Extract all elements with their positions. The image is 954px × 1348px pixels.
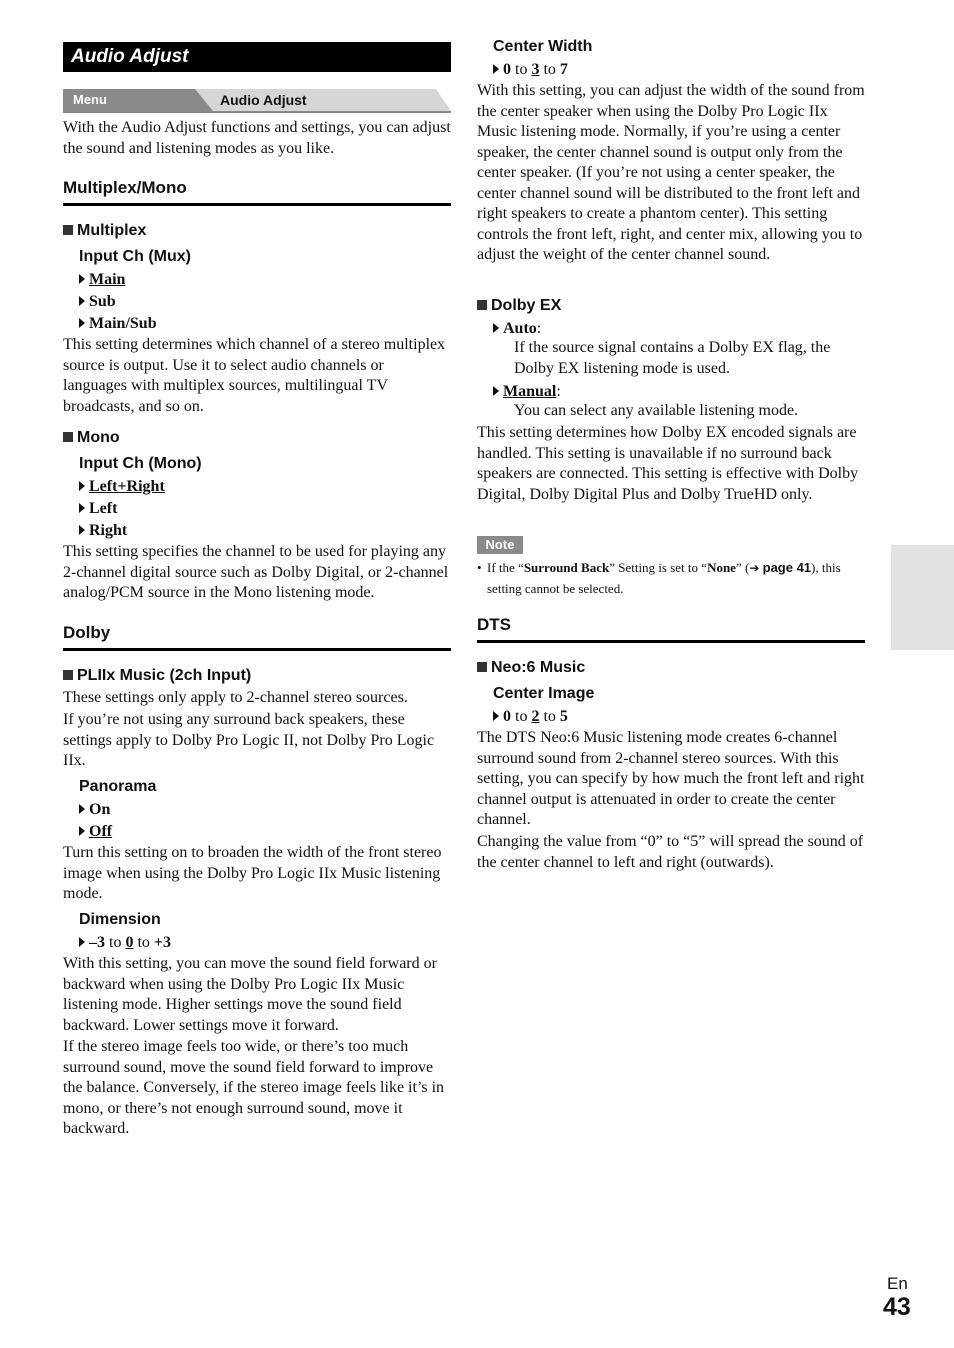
triangle-bullet-icon — [493, 711, 499, 721]
subheading-mono: Mono — [63, 428, 120, 448]
manual-description: You can select any available listening mode. — [514, 402, 799, 419]
triangle-bullet-icon — [79, 296, 85, 306]
neo6-description-2: Changing the value from “0” to “5” will spread the sound of the center channel to left and right (outwards). — [477, 833, 864, 871]
neo6-description-1: The DTS Neo:6 Music listening mode creates 6-channel surround sound from 2-channel stereo sources. With this setting, you can specify by how much the front left and right channel output is attenuated in order to create the center channel. — [477, 729, 865, 828]
triangle-bullet-icon — [79, 525, 85, 535]
page-title: Audio Adjust — [63, 42, 451, 72]
option-left: Left — [79, 499, 117, 519]
center-width-description: With this setting, you can adjust the width of the sound from the center speaker when using the Dolby Pro Logic IIx Music listening mode. Normally, if you’re using a center speaker, the center channel sound is output only from the center speaker. (If you’re not using a center speaker, the center channel sound will be distributed to the front left and right speakers to create a phantom center). This setting controls the front left, right, and center mix, allowing you to adjust the weight of the center channel sound. — [477, 82, 865, 263]
option-on: On — [79, 800, 110, 820]
section-heading-multiplex-mono: Multiplex/Mono — [63, 177, 451, 206]
dimension-range: –3 to 0 to +3 — [79, 933, 171, 953]
menu-label: Menu — [73, 92, 107, 107]
option-main-sub: Main/Sub — [79, 314, 157, 334]
multiplex-description: This setting determines which channel of a stereo multiplex source is output. Use it to select audio channels or languages with multiplex sources, multilingual TV broadcasts, and so on. — [63, 336, 446, 415]
mono-description: This setting specifies the channel to be used for playing any 2-channel digital source such as Dolby Digital, or 2-channel analog/PCM source in the Mono listening mode. — [63, 543, 449, 601]
auto-description: If the source signal contains a Dolby EX flag, the Dolby EX listening mode is used. — [514, 339, 831, 377]
setting-panorama: Panorama — [79, 778, 157, 795]
note-text: • If the “Surround Back” Setting is set to “None” (➔ page 41), this setting cannot be selected. — [477, 560, 841, 596]
subheading-pliix-music: PLIIx Music (2ch Input) — [63, 666, 251, 686]
square-bullet-icon — [63, 432, 73, 442]
option-auto: Auto: — [493, 319, 541, 339]
pliix-description-1: These settings only apply to 2-channel stereo sources. — [63, 689, 408, 706]
triangle-bullet-icon — [79, 481, 85, 491]
triangle-bullet-icon — [493, 323, 499, 333]
triangle-bullet-icon — [79, 503, 85, 513]
square-bullet-icon — [477, 300, 487, 310]
setting-center-image: Center Image — [493, 685, 595, 702]
center-image-range: 0 to 2 to 5 — [493, 707, 568, 727]
dimension-description-1: With this setting, you can move the sound field forward or backward when using the Dolby Pro Logic IIx Music listening mode. Higher settings move the sound field backward. Lower settings move it forward. — [63, 955, 437, 1034]
section-heading-dts: DTS — [477, 614, 865, 643]
dolby-ex-description: This setting determines how Dolby EX encoded signals are handled. This setting is unavailable if no surround back speakers are connected. This setting is effective with Dolby Digital, Dolby Digital Plus and Dolby TrueHD only. — [477, 424, 859, 503]
square-bullet-icon — [63, 670, 73, 680]
subheading-neo6-music: Neo:6 Music — [477, 658, 585, 678]
center-width-range: 0 to 3 to 7 — [493, 60, 568, 80]
option-off: Off — [79, 822, 112, 842]
triangle-bullet-icon — [79, 826, 85, 836]
section-heading-dolby: Dolby — [63, 622, 451, 651]
setting-input-ch-mono: Input Ch (Mono) — [79, 455, 202, 472]
chapter-side-tab — [891, 545, 954, 650]
setting-center-width: Center Width — [493, 38, 593, 55]
menu-breadcrumb — [63, 89, 451, 112]
page-reference[interactable]: page 41 — [762, 560, 812, 575]
triangle-bullet-icon — [79, 274, 85, 284]
square-bullet-icon — [477, 662, 487, 672]
triangle-bullet-icon — [79, 937, 85, 947]
setting-dimension: Dimension — [79, 911, 161, 928]
square-bullet-icon — [63, 225, 73, 235]
option-sub: Sub — [79, 292, 116, 312]
option-main: Main — [79, 270, 125, 290]
page-number: 43 — [883, 1293, 911, 1321]
menu-path: Audio Adjust — [220, 92, 307, 108]
arrow-right-icon: ➔ — [749, 561, 760, 575]
option-right: Right — [79, 521, 127, 541]
language-label: En — [887, 1274, 908, 1293]
setting-input-ch-mux: Input Ch (Mux) — [79, 248, 191, 265]
panorama-description: Turn this setting on to broaden the width of the front stereo image when using the Dolby Pro Logic IIx Music listening mode. — [63, 844, 442, 902]
dimension-description-2: If the stereo image feels too wide, or there’s too much surround sound, move the sound field forward to improve the balance. Conversely, if the stereo image feels like it’s in mono, or there’s not enough surround sound, move it backward. — [63, 1038, 445, 1137]
option-left-right: Left+Right — [79, 477, 165, 497]
triangle-bullet-icon — [79, 318, 85, 328]
triangle-bullet-icon — [493, 64, 499, 74]
note-label: Note — [477, 536, 523, 554]
pliix-description-2: If you’re not using any surround back speakers, these settings apply to Dolby Pro Logic II, not Dolby Pro Logic IIx. — [63, 711, 435, 769]
subheading-dolby-ex: Dolby EX — [477, 296, 561, 316]
triangle-bullet-icon — [79, 804, 85, 814]
subheading-multiplex: Multiplex — [63, 221, 146, 241]
intro-text: With the Audio Adjust functions and settings, you can adjust the sound and listening modes as you like. — [63, 119, 451, 157]
option-manual: Manual: — [493, 382, 561, 402]
triangle-bullet-icon — [493, 386, 499, 396]
